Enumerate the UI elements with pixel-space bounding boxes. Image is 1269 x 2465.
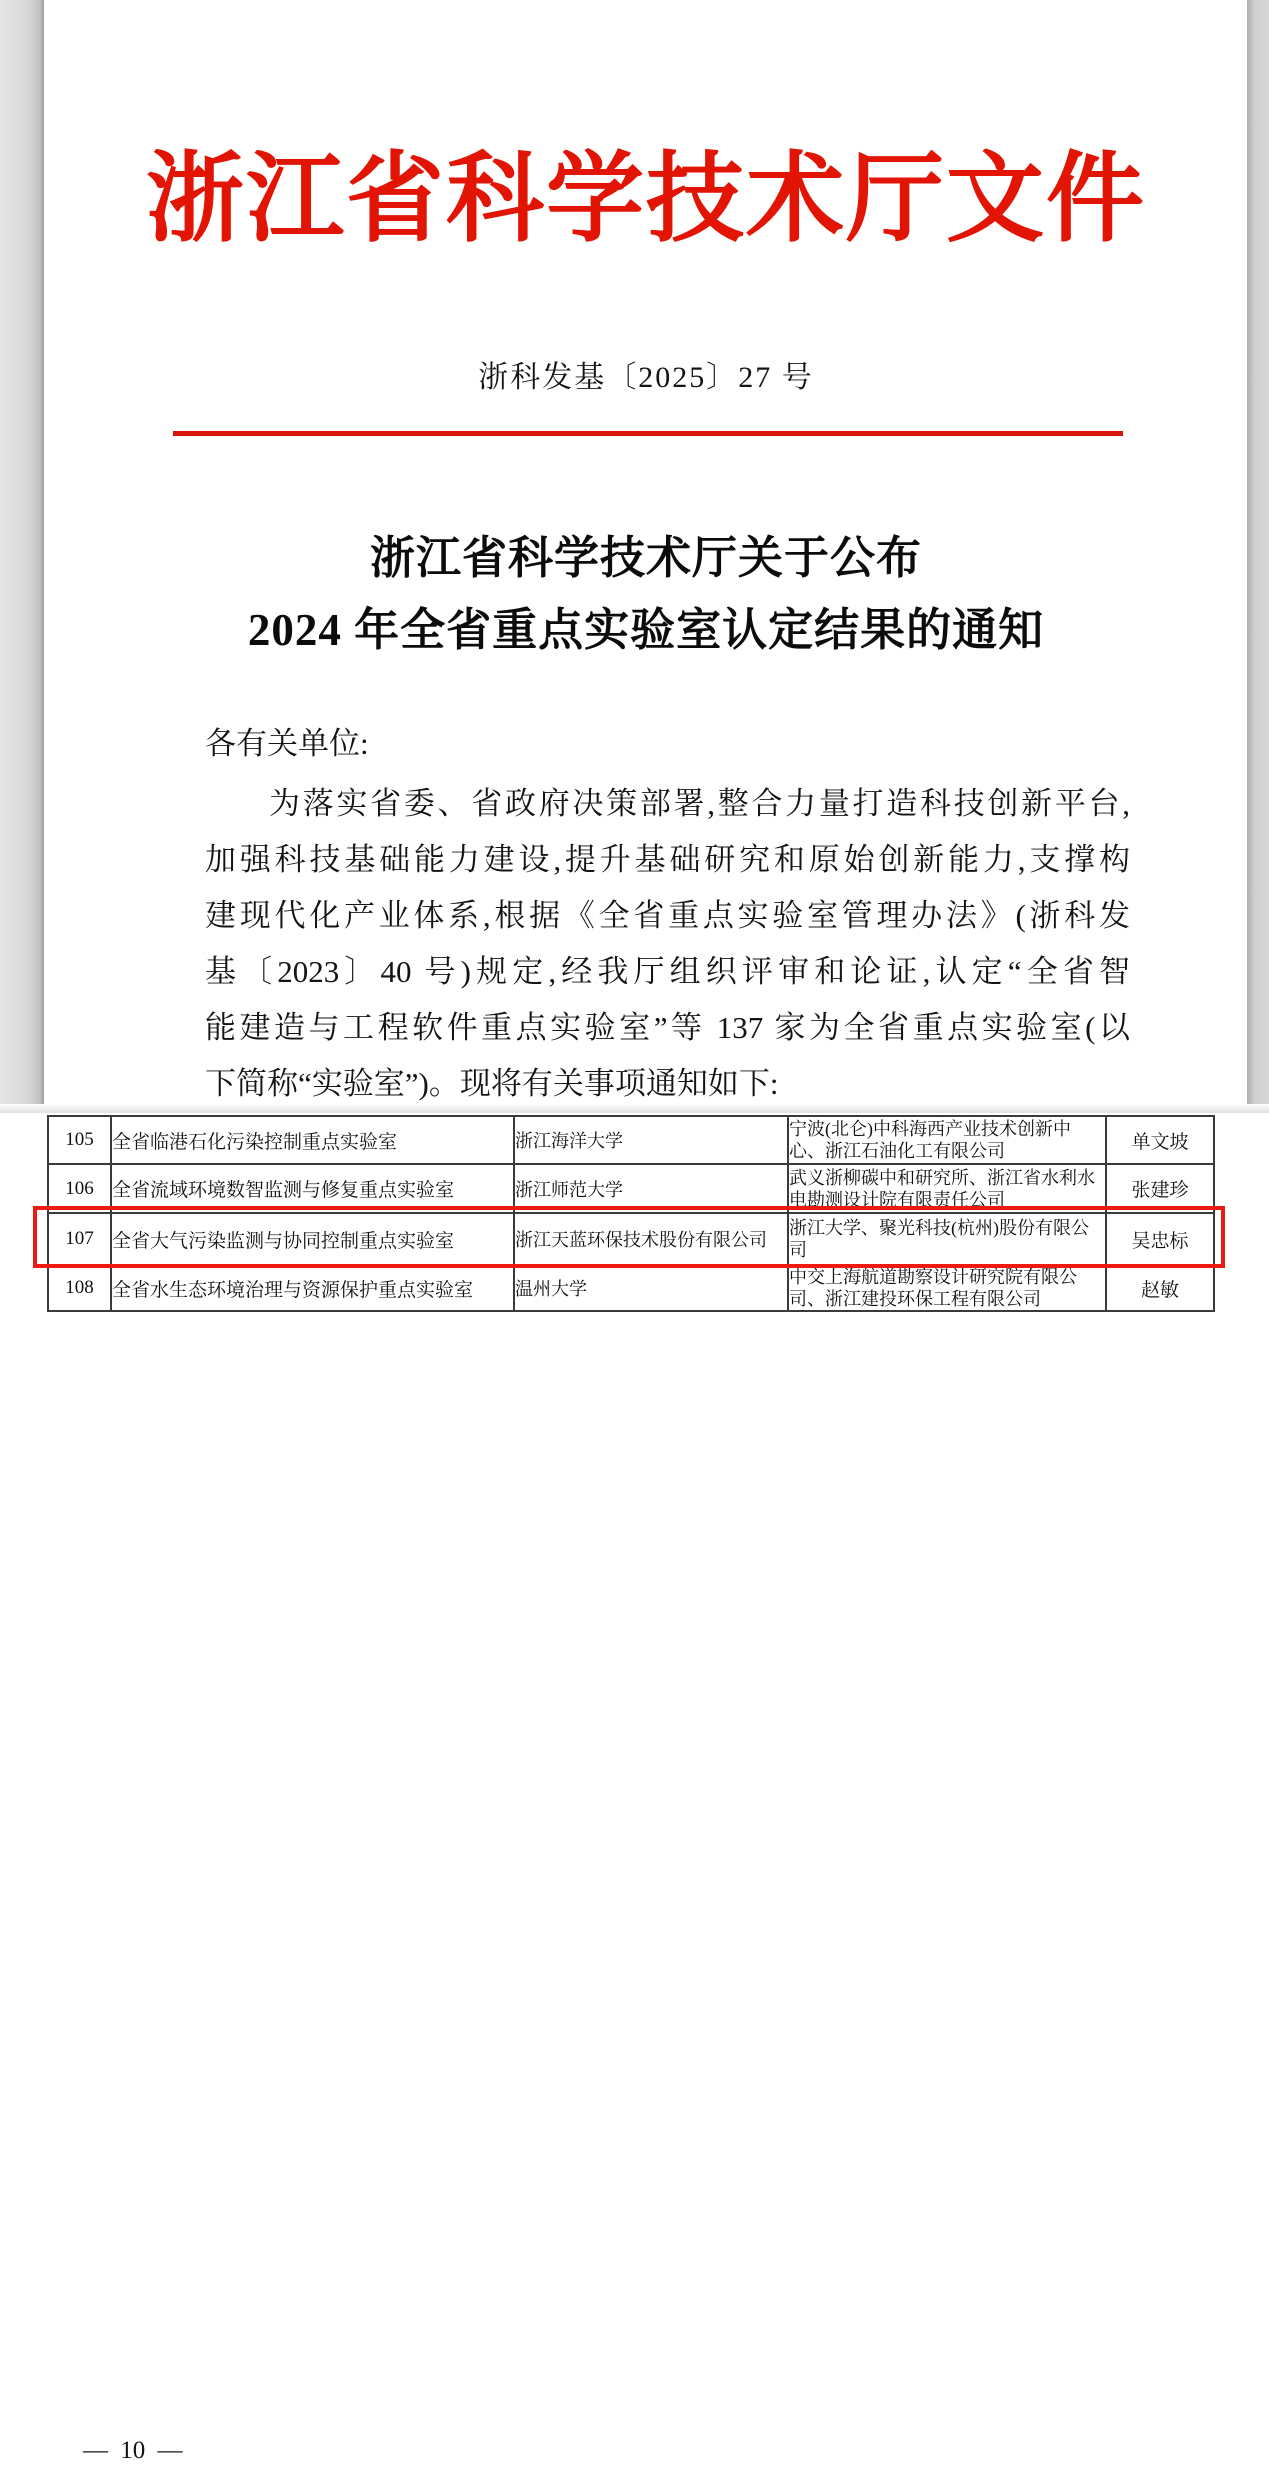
row-number-cell: 105 [48, 1116, 111, 1164]
lab-name-cell: 全省大气污染监测与协同控制重点实验室 [111, 1213, 514, 1265]
body-paragraph [205, 776, 1130, 1112]
director-cell: 单文坡 [1106, 1116, 1214, 1164]
notice-title-line1: 浙江省科学技术厅关于公布 [369, 533, 922, 583]
key-lab-results-table [47, 1115, 1215, 1312]
director-cell: 张建珍 [1106, 1164, 1214, 1213]
row-number-cell: 108 [48, 1265, 111, 1311]
row-number-cell: 106 [48, 1164, 111, 1213]
salutation: 各有关单位: [205, 726, 369, 761]
page-edge-shadow [0, 1104, 1269, 1113]
scan-right-margin [1247, 0, 1269, 1113]
body-line: 基〔2023〕40 号)规定,经我厅组织评审和论证,认定“全省智 [205, 954, 1130, 989]
partner-units-cell: 中交上海航道勘察设计研究院有限公司、浙江建投环保工程有限公司 [788, 1265, 1106, 1311]
notice-title-line2: 2024 年全省重点实验室认定结果的通知 [247, 605, 1045, 655]
director-cell: 赵敏 [1106, 1265, 1214, 1311]
lab-name-cell: 全省流域环境数智监测与修复重点实验室 [111, 1164, 514, 1213]
letterhead-divider-line [173, 431, 1123, 436]
body-line: 建现代化产业体系,根据《全省重点实验室管理办法》(浙科发 [205, 898, 1130, 933]
letterhead-title: 浙江省科学技术厅文件 [145, 146, 1146, 254]
partner-units-cell: 武义浙柳碳中和研究所、浙江省水利水电勘测设计院有限责任公司 [788, 1164, 1106, 1213]
host-unit-cell: 浙江天蓝环保技术股份有限公司 [514, 1213, 788, 1265]
lab-name-cell: 全省临港石化污染控制重点实验室 [111, 1116, 514, 1164]
partner-units-cell: 浙江大学、聚光科技(杭州)股份有限公司 [788, 1213, 1106, 1265]
body-line: 为落实省委、省政府决策部署,整合力量打造科技创新平台, [269, 786, 1130, 821]
host-unit-cell: 浙江海洋大学 [514, 1116, 788, 1164]
host-unit-cell: 浙江师范大学 [514, 1164, 788, 1213]
lab-name-cell: 全省水生态环境治理与资源保护重点实验室 [111, 1265, 514, 1311]
body-line: 能建造与工程软件重点实验室”等 137 家为全省重点实验室(以 [205, 1010, 1130, 1045]
document-number: 浙科发基〔2025〕27 号 [478, 361, 814, 394]
host-unit-cell: 温州大学 [514, 1265, 788, 1311]
table-row [48, 1116, 1214, 1164]
body-line: 下简称“实验室”)。现将有关事项通知如下: [205, 1066, 779, 1101]
page-number: — 10 — [83, 2437, 183, 2464]
results-table-page [0, 1113, 1269, 2464]
row-number-cell: 107 [48, 1213, 111, 1265]
director-cell: 吴忠标 [1106, 1213, 1214, 1265]
table-row [48, 1164, 1214, 1213]
document-page [45, 0, 1247, 1104]
partner-units-cell: 宁波(北仑)中科海西产业技术创新中心、浙江石油化工有限公司 [788, 1116, 1106, 1164]
body-line: 加强科技基础能力建设,提升基础研究和原始创新能力,支撑构 [205, 842, 1130, 877]
scan-left-margin [0, 0, 44, 1113]
table-row [48, 1265, 1214, 1311]
table-row-highlighted [48, 1213, 1214, 1265]
